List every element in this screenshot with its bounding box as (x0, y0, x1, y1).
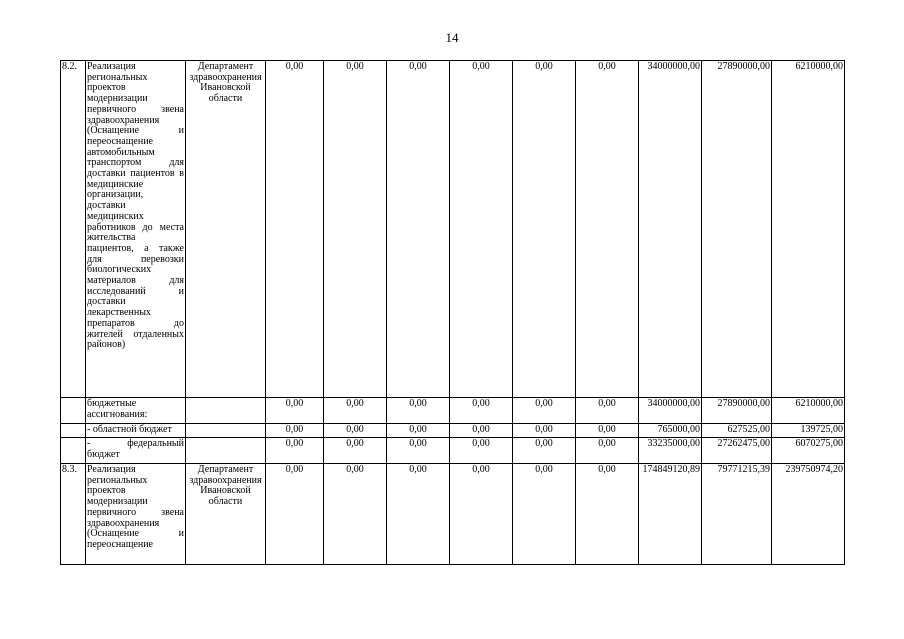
row-number (61, 398, 86, 424)
row-number: 8.3. (61, 464, 86, 565)
executor: Департамент здравоохранения Ивановской области (186, 464, 266, 565)
value-cell: 0,00 (387, 398, 450, 424)
value-cell: 0,00 (324, 438, 387, 464)
value-cell: 0,00 (513, 398, 576, 424)
value-cell: 174849120,89 (639, 464, 702, 565)
value-cell: 79771215,39 (702, 464, 772, 565)
table-row (61, 438, 845, 464)
value-cell: 0,00 (387, 438, 450, 464)
page-number: 14 (445, 30, 459, 45)
value-cell: 27890000,00 (702, 61, 772, 398)
table-row (61, 424, 845, 438)
value-cell: 0,00 (576, 464, 639, 565)
activity-name: - областной бюджет (86, 424, 186, 438)
value-cell: 34000000,00 (639, 61, 702, 398)
value-cell: 0,00 (450, 438, 513, 464)
value-cell: 0,00 (324, 464, 387, 565)
table-row (61, 61, 845, 398)
value-cell: 6210000,00 (772, 61, 845, 398)
value-cell: 0,00 (266, 424, 324, 438)
executor (186, 398, 266, 424)
activity-name-word: федеральный (127, 438, 184, 449)
value-cell: 6210000,00 (772, 398, 845, 424)
value-cell: 0,00 (266, 464, 324, 565)
executor: Департамент здравоохранения Ивановской области (186, 61, 266, 398)
value-cell: 0,00 (324, 398, 387, 424)
activity-name: Реализация региональных проектов модернизации первичного звена здравоохранения (Оснащение и переоснащение (86, 464, 186, 565)
value-cell: 0,00 (266, 61, 324, 398)
row-number (61, 438, 86, 464)
value-cell: 27890000,00 (702, 398, 772, 424)
row-number (61, 424, 86, 438)
activity-name: Реализация региональных проектов модернизации первичного звена здравоохранения (Оснащение и переоснащение автомобильным транспортом для доставки пациентов в медицинские организации, доставки медицинских работников до места жительства пациентов, а также для перевозки биологических материалов для исследований и доставки лекарственных препаратов до жителей отдаленных районов) (86, 61, 186, 398)
value-cell: 0,00 (266, 398, 324, 424)
value-cell: 0,00 (576, 398, 639, 424)
value-cell: 34000000,00 (639, 398, 702, 424)
value-cell: 139725,00 (772, 424, 845, 438)
executor (186, 438, 266, 464)
table-row (61, 398, 845, 424)
value-cell: 627525,00 (702, 424, 772, 438)
value-cell: 239750974,20 (772, 464, 845, 565)
value-cell: 33235000,00 (639, 438, 702, 464)
value-cell: 0,00 (513, 438, 576, 464)
value-cell: 0,00 (387, 464, 450, 565)
activity-name (86, 438, 186, 464)
value-cell: 0,00 (450, 398, 513, 424)
activity-name: бюджетные ассигнования: (86, 398, 186, 424)
value-cell: 765000,00 (639, 424, 702, 438)
activity-name-dash: - (87, 438, 91, 449)
value-cell: 6070275,00 (772, 438, 845, 464)
executor (186, 424, 266, 438)
value-cell: 27262475,00 (702, 438, 772, 464)
value-cell: 0,00 (450, 424, 513, 438)
value-cell: 0,00 (324, 424, 387, 438)
row-number: 8.2. (61, 61, 86, 398)
value-cell: 0,00 (450, 61, 513, 398)
table-row (61, 464, 845, 565)
value-cell: 0,00 (513, 424, 576, 438)
value-cell: 0,00 (324, 61, 387, 398)
program-table (60, 60, 845, 565)
value-cell: 0,00 (576, 61, 639, 398)
value-cell: 0,00 (387, 424, 450, 438)
activity-name-tail: бюджет (87, 448, 120, 460)
value-cell: 0,00 (513, 61, 576, 398)
value-cell: 0,00 (513, 464, 576, 565)
value-cell: 0,00 (266, 438, 324, 464)
value-cell: 0,00 (576, 424, 639, 438)
value-cell: 0,00 (450, 464, 513, 565)
value-cell: 0,00 (387, 61, 450, 398)
value-cell: 0,00 (576, 438, 639, 464)
